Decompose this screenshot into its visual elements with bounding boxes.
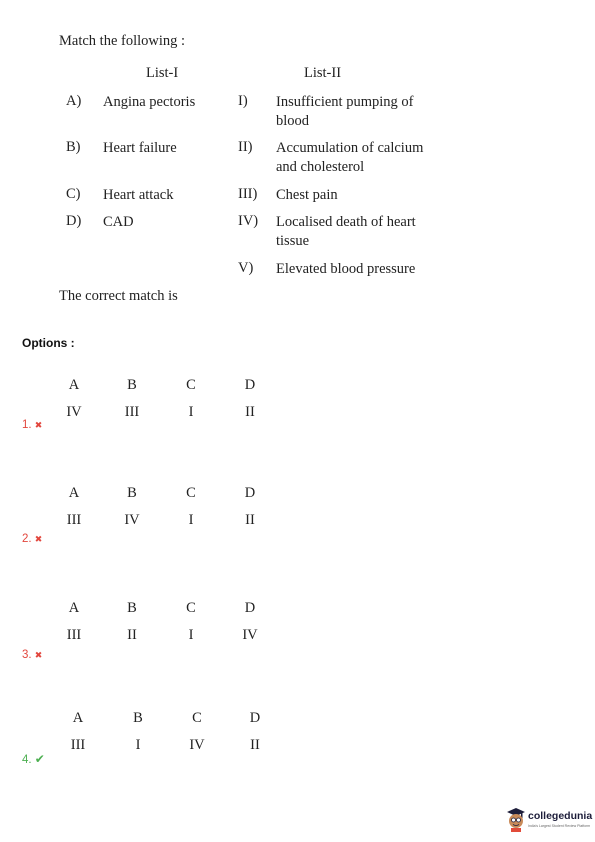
list1-item-d-label: D) — [66, 213, 82, 229]
list1-item-d-text: CAD — [103, 214, 134, 230]
option-1-value-d: II — [245, 404, 255, 420]
list2-item-iii-label: III) — [238, 186, 258, 202]
option-1-header-a: A — [68, 377, 80, 393]
option-4-value-d: II — [250, 737, 260, 753]
option-4-header-d: D — [249, 710, 261, 726]
list2-item-iii-text: Chest pain — [276, 187, 338, 203]
option-1-header-c: C — [186, 377, 196, 393]
option-1-number — [22, 419, 42, 431]
logo-tagline: India's Largest Student Review Platform — [528, 824, 591, 828]
option-1-value-a: IV — [66, 404, 82, 420]
option-3-header-a: A — [68, 600, 80, 616]
option-4-header-a: A — [72, 710, 84, 726]
list1-item-c-label: C) — [66, 186, 81, 202]
option-4-value-a: III — [70, 737, 86, 753]
list1-heading: List-I — [146, 65, 179, 81]
option-3-value-a: III — [66, 627, 82, 643]
option-2-value-d: II — [245, 512, 255, 528]
option-3-value-b: II — [127, 627, 137, 643]
option-2-header-d: D — [244, 485, 256, 501]
option-3-value-c: I — [188, 627, 194, 643]
option-4-header-b: B — [133, 710, 143, 726]
option-1-header-b: B — [127, 377, 137, 393]
option-3-header-b: B — [127, 600, 137, 616]
list2-item-ii-text: Accumulation of calcium and cholesterol — [276, 140, 424, 175]
option-2-value-c: I — [188, 512, 194, 528]
option-2-header-c: C — [186, 485, 196, 501]
option-3-header-c: C — [186, 600, 196, 616]
option-3-header-d: D — [244, 600, 256, 616]
option-2-value-b: IV — [124, 512, 140, 528]
question-title: Match the following : — [59, 33, 186, 49]
list1-item-b-text: Heart failure — [103, 140, 177, 156]
wrong-mark-icon: ✖ — [34, 420, 43, 430]
option-3-number — [22, 649, 42, 661]
list1-item-b-label: B) — [66, 139, 81, 155]
option-2-header-b: B — [127, 485, 137, 501]
list2-item-v-label: V) — [238, 260, 254, 276]
option-1-number-text: 1. — [22, 419, 32, 431]
options-label: Options : — [22, 336, 75, 350]
check-mark-icon: ✔ — [34, 752, 45, 766]
option-4-header-c: C — [192, 710, 202, 726]
option-2-header-a: A — [68, 485, 80, 501]
wrong-mark-icon: ✖ — [34, 650, 43, 660]
list2-item-i-label: I) — [238, 93, 248, 109]
option-3-value-d: IV — [242, 627, 258, 643]
list1-item-a-label: A) — [66, 93, 82, 109]
list2-item-ii-label: II) — [238, 139, 253, 155]
list1-item-a-text: Angina pectoris — [103, 94, 196, 110]
option-1-value-b: III — [124, 404, 140, 420]
list2-item-iv-label: IV) — [238, 213, 259, 229]
option-4-number — [22, 752, 45, 766]
list2-item-i-text: Insufficient pumping of blood — [276, 94, 414, 129]
option-2-value-a: III — [66, 512, 82, 528]
option-1-header-d: D — [244, 377, 256, 393]
option-2-number-text: 2. — [22, 533, 32, 545]
option-2-number — [22, 533, 42, 545]
question-prompt: The correct match is — [59, 288, 178, 304]
option-3-number-text: 3. — [22, 649, 32, 661]
option-4-value-b: I — [135, 737, 141, 753]
option-1-value-c: I — [188, 404, 194, 420]
list2-heading: List-II — [304, 65, 342, 81]
logo-name: collegedunia — [528, 810, 593, 822]
mascot-icon — [505, 806, 527, 832]
list2-item-iv-text: Localised death of heart tissue — [276, 214, 416, 249]
option-4-number-text: 4. — [22, 754, 32, 766]
list1-item-c-text: Heart attack — [103, 187, 174, 203]
wrong-mark-icon: ✖ — [34, 534, 43, 544]
list2-item-v-text: Elevated blood pressure — [276, 261, 416, 277]
option-4-value-c: IV — [189, 737, 205, 753]
